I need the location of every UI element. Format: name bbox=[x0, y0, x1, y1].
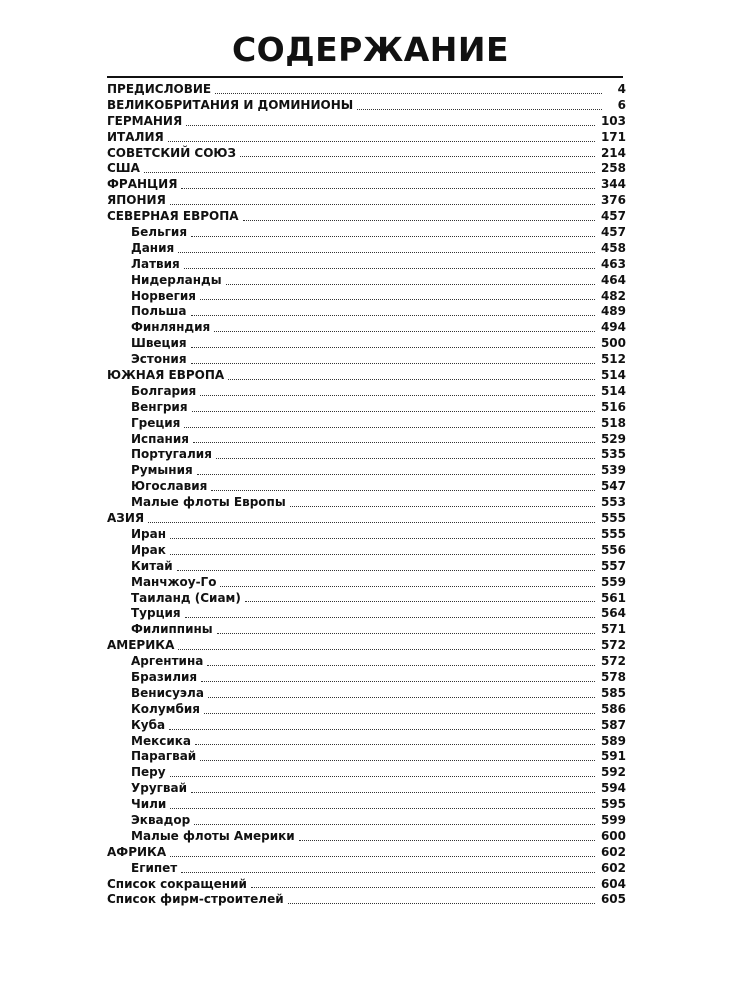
dot-leader bbox=[170, 204, 595, 205]
toc-entry-page-number: 595 bbox=[600, 797, 626, 812]
toc-entry bbox=[107, 304, 626, 320]
dot-leader bbox=[207, 665, 595, 666]
toc-entry-label: Венисуэла bbox=[131, 685, 204, 700]
toc-entry-label: Эстония bbox=[131, 352, 187, 367]
toc-entry bbox=[107, 241, 626, 257]
dot-leader bbox=[200, 395, 595, 396]
dot-leader bbox=[170, 538, 595, 539]
toc-entry-label: ЮЖНАЯ ЕВРОПА bbox=[107, 368, 225, 383]
toc-entry-label: Колумбия bbox=[131, 701, 200, 716]
toc-entry-page-number: 547 bbox=[600, 479, 626, 494]
toc-entry-label: США bbox=[107, 161, 140, 176]
toc-entry-page-number: 258 bbox=[600, 161, 626, 176]
toc-entry bbox=[107, 686, 626, 702]
dot-leader bbox=[217, 633, 595, 634]
toc-entry-label: Нидерланды bbox=[131, 272, 222, 287]
toc-entry-label: ЯПОНИЯ bbox=[107, 193, 166, 208]
dot-leader bbox=[191, 363, 595, 364]
page-title: СОДЕРЖАНИЕ bbox=[231, 30, 510, 69]
toc-entry bbox=[107, 861, 626, 877]
toc-entry-page-number: 585 bbox=[600, 685, 626, 700]
toc-entry-label: АМЕРИКА bbox=[107, 638, 175, 653]
toc-entry-page-number: 557 bbox=[600, 558, 626, 573]
toc-entry bbox=[107, 336, 626, 352]
toc-entry bbox=[107, 257, 626, 273]
toc-entry-label: Список сокращений bbox=[107, 876, 247, 891]
toc-entry-label: ИТАЛИЯ bbox=[107, 129, 164, 144]
toc-entry-page-number: 512 bbox=[600, 352, 626, 367]
toc-entry-page-number: 457 bbox=[600, 225, 626, 240]
dot-leader bbox=[200, 760, 595, 761]
toc-entry-page-number: 572 bbox=[600, 654, 626, 669]
toc-entry bbox=[107, 463, 626, 479]
toc-entry bbox=[107, 273, 626, 289]
toc-entry-page-number: 514 bbox=[600, 368, 626, 383]
toc-entry-page-number: 171 bbox=[600, 129, 626, 144]
dot-leader bbox=[357, 109, 602, 110]
toc-entry-page-number: 587 bbox=[600, 717, 626, 732]
toc-entry bbox=[107, 352, 626, 368]
toc-entry-page-number: 500 bbox=[600, 336, 626, 351]
dot-leader bbox=[215, 93, 602, 94]
dot-leader bbox=[178, 252, 595, 253]
toc-entry bbox=[107, 511, 626, 527]
toc-entry bbox=[107, 749, 626, 765]
toc-entry bbox=[107, 606, 626, 622]
toc-entry-page-number: 555 bbox=[600, 526, 626, 541]
toc-entry-label: Норвегия bbox=[131, 288, 196, 303]
toc-entry-label: Список фирм-строителей bbox=[107, 892, 284, 907]
toc-entry bbox=[107, 98, 626, 114]
toc-entry bbox=[107, 575, 626, 591]
toc-entry bbox=[107, 368, 626, 384]
toc-entry bbox=[107, 209, 626, 225]
toc-entry-page-number: 586 bbox=[600, 701, 626, 716]
toc-entry-page-number: 464 bbox=[600, 272, 626, 287]
toc-entry bbox=[107, 591, 626, 607]
dot-leader bbox=[170, 776, 595, 777]
dot-leader bbox=[240, 156, 595, 157]
toc-entry-page-number: 591 bbox=[600, 749, 626, 764]
dot-leader bbox=[299, 840, 595, 841]
toc-entry bbox=[107, 289, 626, 305]
toc-entry-page-number: 602 bbox=[600, 844, 626, 859]
toc-entry-page-number: 489 bbox=[600, 304, 626, 319]
toc-entry-page-number: 602 bbox=[600, 860, 626, 875]
toc-entry-label: Мексика bbox=[131, 733, 191, 748]
dot-leader bbox=[200, 299, 595, 300]
toc-entry-label: Куба bbox=[131, 717, 166, 732]
dot-leader bbox=[195, 744, 595, 745]
toc-entry-page-number: 463 bbox=[600, 256, 626, 271]
toc-entry-page-number: 592 bbox=[600, 765, 626, 780]
toc-entry bbox=[107, 734, 626, 750]
toc-entry-label: Португалия bbox=[131, 447, 212, 462]
toc-entry bbox=[107, 225, 626, 241]
toc-entry bbox=[107, 527, 626, 543]
toc-entry-label: Китай bbox=[131, 558, 173, 573]
toc-entry-page-number: 555 bbox=[600, 511, 626, 526]
toc-entry-page-number: 578 bbox=[600, 669, 626, 684]
toc-entry-page-number: 103 bbox=[600, 113, 626, 128]
toc-entry-label: Польша bbox=[131, 304, 187, 319]
toc-entry-page-number: 535 bbox=[600, 447, 626, 462]
dot-leader bbox=[226, 284, 595, 285]
toc-entry bbox=[107, 177, 626, 193]
toc-entry-label: Парагвай bbox=[131, 749, 197, 764]
toc-entry-label: Турция bbox=[131, 606, 181, 621]
toc-entry-label: Уругвай bbox=[131, 781, 188, 796]
toc-entry-label: Таиланд (Сиам) bbox=[131, 590, 241, 605]
toc-entry-page-number: 457 bbox=[600, 209, 626, 224]
toc-entry-label: Малые флоты Америки bbox=[131, 828, 295, 843]
toc-entry bbox=[107, 416, 626, 432]
toc-entry-label: СОВЕТСКИЙ СОЮЗ bbox=[107, 145, 237, 160]
toc-entry-page-number: 482 bbox=[600, 288, 626, 303]
dot-leader bbox=[186, 125, 595, 126]
dot-leader bbox=[191, 792, 595, 793]
toc-entry-label: ВЕЛИКОБРИТАНИЯ И ДОМИНИОНЫ bbox=[107, 97, 354, 112]
toc-entry bbox=[107, 877, 626, 893]
dot-leader bbox=[191, 347, 595, 348]
toc-entry-page-number: 4 bbox=[617, 82, 626, 96]
toc-entry-label: Иран bbox=[131, 526, 167, 541]
toc-entry-page-number: 376 bbox=[600, 193, 626, 208]
toc-entry bbox=[107, 479, 626, 495]
toc-entry-page-number: 556 bbox=[600, 542, 626, 557]
dot-leader bbox=[191, 315, 595, 316]
toc-entry-page-number: 529 bbox=[600, 431, 626, 446]
toc-entry bbox=[107, 161, 626, 177]
dot-leader bbox=[251, 887, 595, 888]
toc-entry-label: Дания bbox=[131, 240, 175, 255]
dot-leader bbox=[214, 331, 595, 332]
dot-leader bbox=[148, 522, 595, 523]
toc-entry bbox=[107, 765, 626, 781]
dot-leader bbox=[178, 649, 595, 650]
toc-entry-label: Манчжоу-Го bbox=[131, 574, 217, 589]
toc-entry-page-number: 559 bbox=[600, 574, 626, 589]
dot-leader bbox=[184, 268, 595, 269]
toc-entry-page-number: 214 bbox=[600, 145, 626, 160]
toc-entry-label: Перу bbox=[131, 765, 166, 780]
toc-entry-label: Испания bbox=[131, 431, 189, 446]
toc-entry-page-number: 600 bbox=[600, 828, 626, 843]
toc-entry bbox=[107, 781, 626, 797]
table-of-contents bbox=[107, 82, 626, 908]
title-divider bbox=[107, 76, 623, 78]
toc-entry bbox=[107, 130, 626, 146]
dot-leader bbox=[211, 490, 595, 491]
toc-entry-label: Бразилия bbox=[131, 669, 198, 684]
toc-entry-page-number: 594 bbox=[600, 781, 626, 796]
toc-entry-label: Филиппины bbox=[131, 622, 213, 637]
dot-leader bbox=[169, 729, 595, 730]
toc-entry-label: АЗИЯ bbox=[107, 511, 145, 526]
toc-entry-page-number: 604 bbox=[600, 876, 626, 891]
toc-entry-label: Малые флоты Европы bbox=[131, 495, 286, 510]
dot-leader bbox=[216, 458, 595, 459]
dot-leader bbox=[170, 554, 595, 555]
toc-entry-label: Эквадор bbox=[131, 812, 191, 827]
toc-entry bbox=[107, 193, 626, 209]
toc-entry bbox=[107, 718, 626, 734]
dot-leader bbox=[208, 697, 595, 698]
toc-entry-label: Бельгия bbox=[131, 225, 188, 240]
dot-leader bbox=[197, 474, 595, 475]
dot-leader bbox=[170, 808, 595, 809]
dot-leader bbox=[170, 856, 595, 857]
toc-entry-page-number: 539 bbox=[600, 463, 626, 478]
toc-entry-page-number: 6 bbox=[617, 97, 626, 112]
toc-entry-label: Болгария bbox=[131, 383, 197, 398]
toc-entry-page-number: 571 bbox=[600, 622, 626, 637]
toc-entry-label: Румыния bbox=[131, 463, 193, 478]
toc-entry-page-number: 516 bbox=[600, 399, 626, 414]
dot-leader bbox=[245, 601, 595, 602]
toc-entry-label: Латвия bbox=[131, 256, 180, 271]
toc-entry-page-number: 561 bbox=[600, 590, 626, 605]
toc-entry-page-number: 599 bbox=[600, 812, 626, 827]
toc-entry-page-number: 518 bbox=[600, 415, 626, 430]
toc-entry bbox=[107, 797, 626, 813]
dot-leader bbox=[191, 236, 595, 237]
dot-leader bbox=[185, 617, 595, 618]
toc-entry bbox=[107, 146, 626, 162]
dot-leader bbox=[201, 681, 595, 682]
toc-entry bbox=[107, 638, 626, 654]
toc-entry-label: Греция bbox=[131, 415, 181, 430]
toc-entry bbox=[107, 114, 626, 130]
dot-leader bbox=[288, 903, 595, 904]
toc-entry bbox=[107, 447, 626, 463]
toc-entry-label: Чили bbox=[131, 797, 167, 812]
toc-entry-label: АФРИКА bbox=[107, 844, 167, 859]
toc-entry-label: ПРЕДИСЛОВИЕ bbox=[107, 82, 212, 96]
toc-entry bbox=[107, 670, 626, 686]
toc-entry bbox=[107, 320, 626, 336]
toc-entry-label: ФРАНЦИЯ bbox=[107, 177, 178, 192]
toc-entry bbox=[107, 845, 626, 861]
toc-entry-label: Венгрия bbox=[131, 399, 188, 414]
toc-entry-label: Египет bbox=[131, 860, 178, 875]
dot-leader bbox=[220, 586, 594, 587]
toc-entry-label: Аргентина bbox=[131, 654, 204, 669]
toc-entry-page-number: 589 bbox=[600, 733, 626, 748]
toc-entry bbox=[107, 82, 626, 98]
dot-leader bbox=[144, 172, 595, 173]
toc-entry-label: Ирак bbox=[131, 542, 166, 557]
toc-entry-label: Финляндия bbox=[131, 320, 211, 335]
toc-entry bbox=[107, 495, 626, 511]
toc-entry bbox=[107, 384, 626, 400]
dot-leader bbox=[243, 220, 595, 221]
dot-leader bbox=[168, 141, 595, 142]
dot-leader bbox=[194, 824, 595, 825]
toc-entry-page-number: 605 bbox=[600, 892, 626, 907]
toc-entry bbox=[107, 432, 626, 448]
toc-entry bbox=[107, 829, 626, 845]
toc-entry-page-number: 564 bbox=[600, 606, 626, 621]
toc-entry-label: ГЕРМАНИЯ bbox=[107, 113, 183, 128]
dot-leader bbox=[290, 506, 595, 507]
toc-entry bbox=[107, 400, 626, 416]
toc-entry-page-number: 553 bbox=[600, 495, 626, 510]
dot-leader bbox=[193, 442, 595, 443]
toc-entry-page-number: 494 bbox=[600, 320, 626, 335]
toc-entry bbox=[107, 654, 626, 670]
dot-leader bbox=[184, 427, 595, 428]
dot-leader bbox=[228, 379, 595, 380]
toc-entry bbox=[107, 622, 626, 638]
dot-leader bbox=[181, 872, 595, 873]
dot-leader bbox=[177, 570, 595, 571]
dot-leader bbox=[181, 188, 594, 189]
toc-entry-label: Швеция bbox=[131, 336, 187, 351]
toc-entry-page-number: 572 bbox=[600, 638, 626, 653]
dot-leader bbox=[204, 713, 595, 714]
dot-leader bbox=[192, 411, 595, 412]
toc-entry-label: Югославия bbox=[131, 479, 208, 494]
toc-entry-page-number: 458 bbox=[600, 240, 626, 255]
toc-entry-label: СЕВЕРНАЯ ЕВРОПА bbox=[107, 209, 239, 224]
toc-entry-page-number: 514 bbox=[600, 383, 626, 398]
toc-entry bbox=[107, 559, 626, 575]
toc-entry bbox=[107, 702, 626, 718]
toc-entry-page-number: 344 bbox=[600, 177, 626, 192]
toc-entry bbox=[107, 813, 626, 829]
toc-entry bbox=[107, 543, 626, 559]
toc-entry bbox=[107, 892, 626, 908]
